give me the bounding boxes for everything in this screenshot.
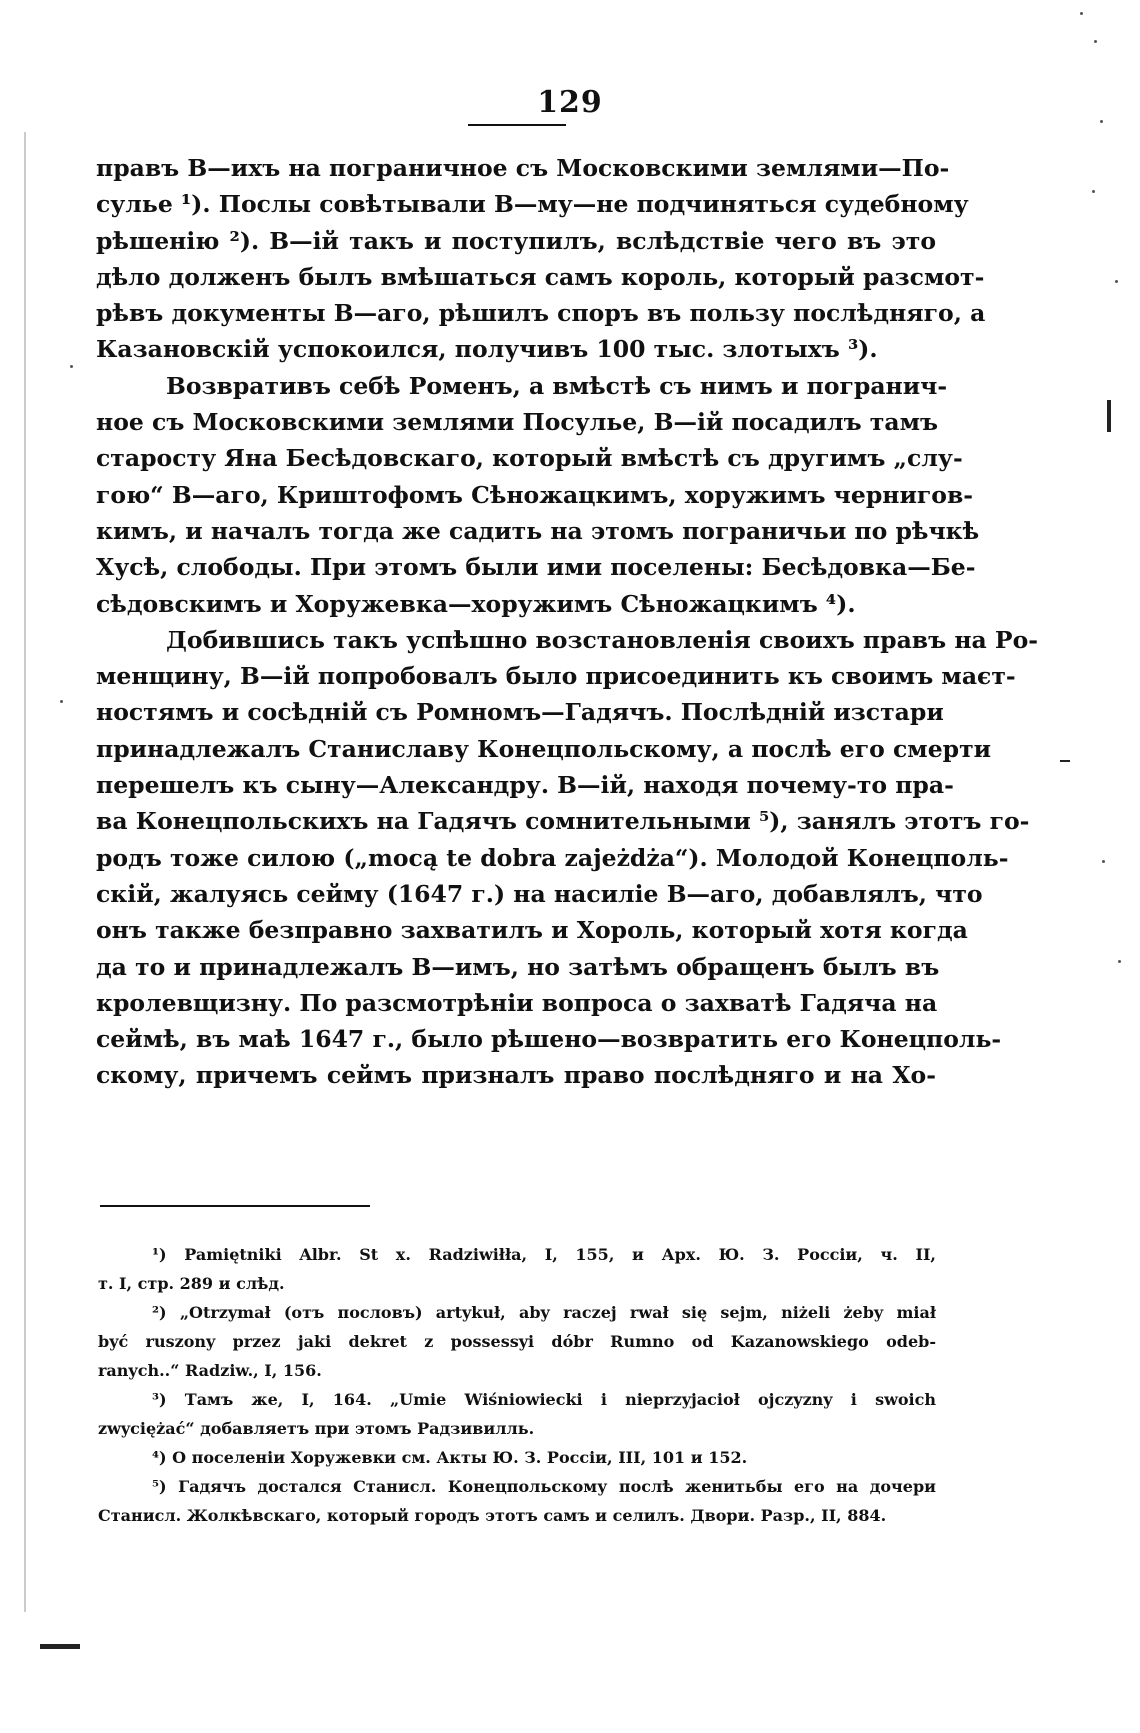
scan-dot bbox=[1102, 860, 1105, 863]
text-line: перешелъ къ сыну—Александру. В—ій, находя почему-то пра- bbox=[96, 771, 954, 800]
footnote-line: ²) „Otrzymał (отъ пословъ) artykuł, aby raczej rwał się sejm, niżeli żeby miał bbox=[152, 1303, 936, 1322]
scan-dot bbox=[1094, 40, 1097, 43]
text-line: онъ также безправно захватилъ и Хороль, который хотя когда bbox=[96, 916, 968, 945]
text-line: менщину, В—ій попробовалъ было присоединить къ своимъ маєт- bbox=[96, 662, 1016, 691]
scan-mark bbox=[40, 1644, 80, 1649]
paragraph-3 bbox=[96, 622, 1039, 1094]
scan-mark bbox=[1107, 400, 1111, 432]
text-line: родъ тоже силою („mocą te dobra zajeżdża“). Молодой Конецполь- bbox=[96, 843, 1009, 872]
text-line: да то и принадлежалъ В—имъ, но затѣмъ обращенъ былъ въ bbox=[96, 952, 940, 981]
footnote-line: Станисл. Жолкѣвскаго, который городъ этотъ самъ и селилъ. Двори. Разр., II, 884. bbox=[98, 1506, 887, 1525]
text-line: Добившись такъ успѣшно возстановленія своихъ правъ на Ро- bbox=[166, 625, 1039, 654]
scan-dot bbox=[1115, 280, 1118, 283]
scan-mark bbox=[1060, 760, 1070, 762]
paragraph-2 bbox=[96, 368, 980, 622]
paragraph-1 bbox=[96, 150, 986, 368]
text-line: Хусѣ, слободы. При этомъ были ими поселены: Бесѣдовка—Бе- bbox=[96, 553, 976, 582]
text-line: принадлежалъ Станиславу Конецпольскому, а послѣ его смерти bbox=[96, 734, 992, 763]
text-line: сѣдовскимъ и Хоружевка—хоружимъ Сѣножацкимъ ⁴). bbox=[96, 589, 856, 618]
scan-edge bbox=[24, 132, 26, 1612]
text-line: рѣвъ документы В—аго, рѣшилъ споръ въ пользу послѣдняго, а bbox=[96, 299, 986, 328]
text-line: Возвративъ себѣ Роменъ, а вмѣстѣ съ нимъ и погранич- bbox=[166, 371, 948, 400]
text-line: сеймѣ, въ маѣ 1647 г., было рѣшено—возвратить его Конецполь- bbox=[96, 1025, 1002, 1054]
text-line: ное съ Московскими землями Посулье, В—ій посадилъ тамъ bbox=[96, 408, 939, 437]
scan-dot bbox=[1080, 12, 1083, 15]
text-line: гою“ В—аго, Криштофомъ Сѣножацкимъ, хоружимъ чернигов- bbox=[96, 480, 974, 509]
footnotes bbox=[98, 1240, 936, 1530]
scan-dot bbox=[1100, 120, 1103, 123]
footnote-line: ⁵) Гадячъ достался Станисл. Конецпольскому послѣ женитьбы его на дочери bbox=[152, 1477, 936, 1496]
scan-dot bbox=[70, 365, 73, 368]
text-line: скій, жалуясь сейму (1647 г.) на насиліе В—аго, добавлялъ, что bbox=[96, 879, 983, 908]
footnote-1 bbox=[98, 1240, 936, 1298]
footnote-5 bbox=[98, 1472, 936, 1530]
text-line: старосту Яна Бесѣдовскаго, который вмѣстѣ съ другимъ „слу- bbox=[96, 444, 963, 473]
text-line: кимъ, и началъ тогда же садить на этомъ пограничьи по рѣчкѣ bbox=[96, 516, 980, 545]
footnote-4 bbox=[98, 1443, 936, 1472]
scan-dot bbox=[60, 700, 63, 703]
text-line: скому, причемъ сеймъ призналъ право послѣдняго и на Хо- bbox=[96, 1061, 936, 1090]
footnote-line: т. I, стр. 289 и слѣд. bbox=[98, 1274, 285, 1293]
scan-dot bbox=[1118, 960, 1121, 963]
text-line: ва Конецпольскихъ на Гадячъ сомнительными ⁵), занялъ этотъ го- bbox=[96, 807, 1030, 836]
text-line: рѣшенію ²). В—ій такъ и поступилъ, вслѣдствіе чего въ это bbox=[96, 226, 936, 255]
page-number: 129 bbox=[537, 85, 603, 120]
footnote-line: ⁴) О поселеніи Хоружевки см. Акты Ю. З. Россіи, III, 101 и 152. bbox=[152, 1448, 748, 1467]
text-line: кролевщизну. По разсмотрѣніи вопроса о захватѣ Гадяча на bbox=[96, 988, 938, 1017]
text-line: Казановскій успокоился, получивъ 100 тыс. злотыхъ ³). bbox=[96, 335, 878, 364]
footnote-line: być ruszony przez jaki dekret z possessyi dóbr Rumno od Kazanowskiego odeb- bbox=[98, 1332, 936, 1351]
footnote-3 bbox=[98, 1385, 936, 1443]
footnote-line: ranych..“ Radziw., I, 156. bbox=[98, 1361, 322, 1380]
footnote-line: ³) Тамъ же, I, 164. „Umie Wiśniowiecki i nieprzyjacioł ojczyzny i swoich bbox=[152, 1390, 936, 1409]
main-text bbox=[96, 150, 1039, 1094]
text-line: ностямъ и сосѣдній съ Ромномъ—Гадячъ. Послѣдній изстари bbox=[96, 698, 944, 727]
scan-dot bbox=[1092, 190, 1095, 193]
footnote-line: zwyciężać“ добавляетъ при этомъ Радзивилль. bbox=[98, 1419, 535, 1438]
footnote-rule bbox=[100, 1205, 370, 1207]
footnote-2 bbox=[98, 1298, 936, 1385]
text-line: сулье ¹). Послы совѣтывали В—му—не подчиняться судебному bbox=[96, 190, 969, 219]
text-line: дѣло долженъ былъ вмѣшаться самъ король, который разсмот- bbox=[96, 262, 985, 291]
footnote-line: ¹) Pamiętniki Albr. St x. Radziwiłła, I, 155, и Арх. Ю. З. Россіи, ч. II, bbox=[152, 1245, 936, 1264]
text-line: правъ В—ихъ на пограничное съ Московскими землями—По- bbox=[96, 154, 950, 182]
header-rule bbox=[468, 124, 566, 126]
